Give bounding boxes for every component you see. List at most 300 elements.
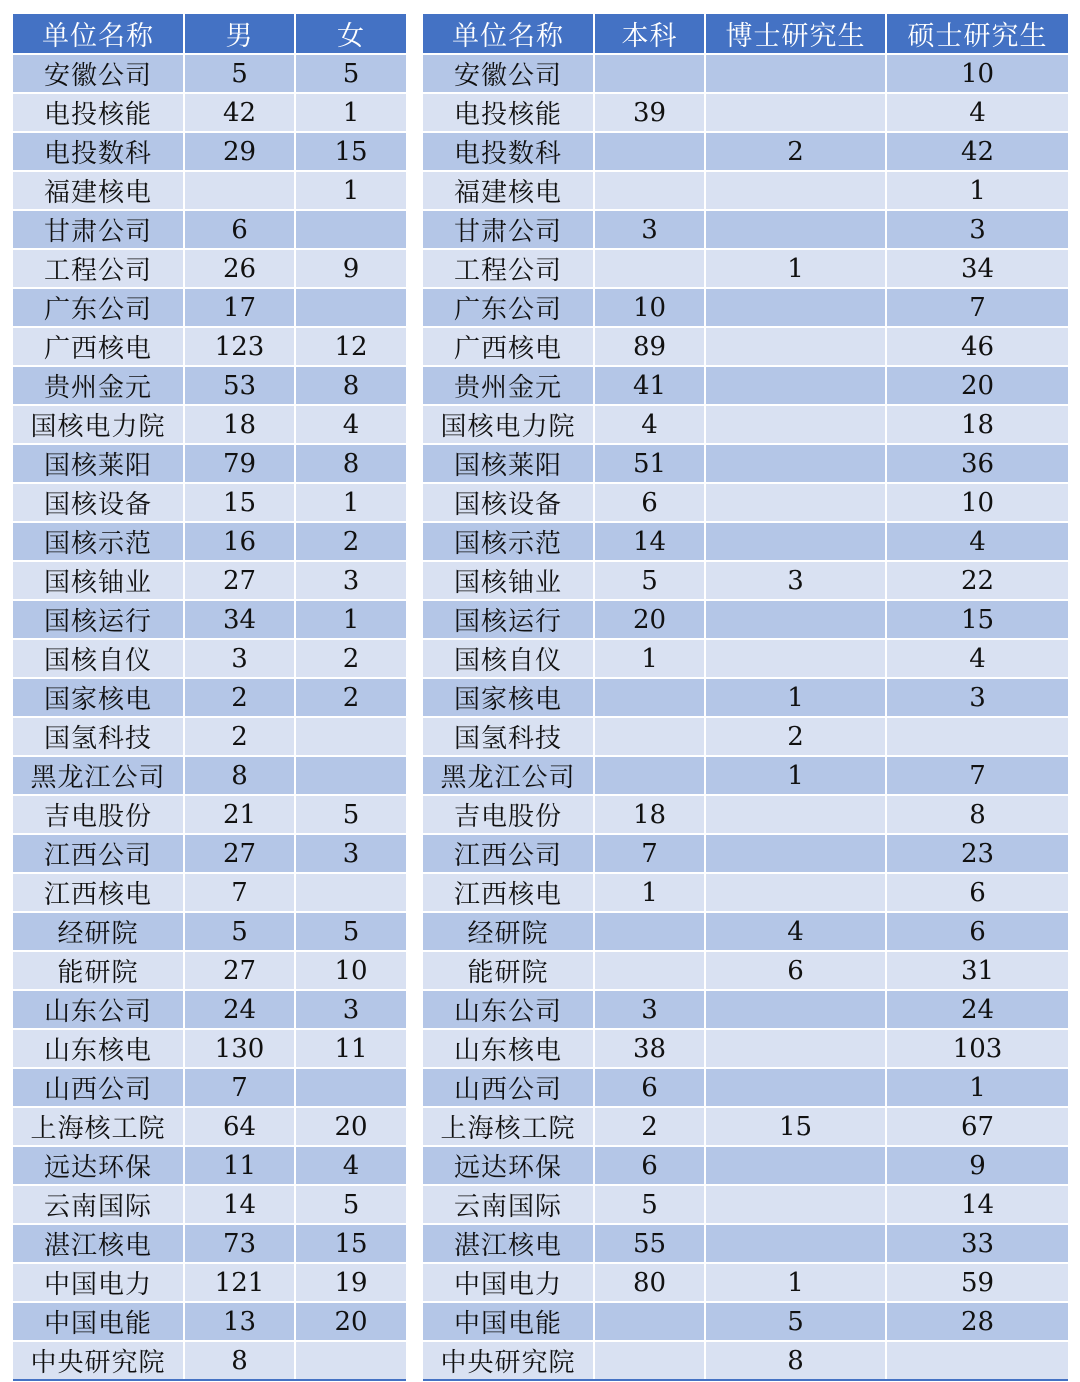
- value-cell: [594, 171, 705, 210]
- table-row: [13, 405, 406, 444]
- value-cell: 8: [886, 795, 1068, 834]
- table-row: [13, 171, 406, 210]
- table-row: [13, 717, 406, 756]
- unit-name-cell: 湛江核电: [13, 1224, 184, 1263]
- value-cell: 29: [184, 132, 295, 171]
- value-cell: 39: [594, 93, 705, 132]
- value-cell: 20: [295, 1107, 406, 1146]
- unit-name-cell: 江西核电: [423, 873, 594, 912]
- value-cell: 3: [295, 990, 406, 1029]
- table-row: [423, 1224, 1068, 1263]
- value-cell: 8: [295, 366, 406, 405]
- value-cell: [295, 717, 406, 756]
- value-cell: 27: [184, 561, 295, 600]
- table-row: [13, 366, 406, 405]
- table-row: [13, 990, 406, 1029]
- value-cell: [295, 1341, 406, 1380]
- unit-name-cell: 江西核电: [13, 873, 184, 912]
- value-cell: [705, 483, 886, 522]
- value-cell: [705, 795, 886, 834]
- value-cell: [705, 327, 886, 366]
- value-cell: [705, 1185, 886, 1224]
- table-row: [13, 132, 406, 171]
- unit-name-cell: 中国电力: [13, 1263, 184, 1302]
- value-cell: 53: [184, 366, 295, 405]
- value-cell: 17: [184, 288, 295, 327]
- value-cell: 34: [886, 249, 1068, 288]
- value-cell: 31: [886, 951, 1068, 990]
- value-cell: 14: [184, 1185, 295, 1224]
- table-row: [423, 93, 1068, 132]
- value-cell: 1: [705, 249, 886, 288]
- value-cell: 51: [594, 444, 705, 483]
- value-cell: [705, 444, 886, 483]
- unit-name-cell: 山东公司: [13, 990, 184, 1029]
- value-cell: 5: [295, 912, 406, 951]
- table-row: [13, 1107, 406, 1146]
- value-cell: 4: [886, 639, 1068, 678]
- table-row: [13, 1029, 406, 1068]
- value-cell: 11: [295, 1029, 406, 1068]
- table-row: [13, 678, 406, 717]
- table-row: [13, 1263, 406, 1302]
- table-row: [13, 54, 406, 93]
- value-cell: 14: [594, 522, 705, 561]
- value-cell: 2: [705, 132, 886, 171]
- unit-name-cell: 广东公司: [423, 288, 594, 327]
- value-cell: [594, 951, 705, 990]
- table-row: [423, 522, 1068, 561]
- value-cell: 7: [184, 1068, 295, 1107]
- table-row: [13, 951, 406, 990]
- value-cell: [705, 639, 886, 678]
- table-row: [423, 912, 1068, 951]
- value-cell: 2: [594, 1107, 705, 1146]
- column-header: 硕士研究生: [886, 14, 1068, 54]
- value-cell: 2: [295, 522, 406, 561]
- table-row: [423, 288, 1068, 327]
- value-cell: 42: [886, 132, 1068, 171]
- value-cell: 18: [594, 795, 705, 834]
- table-row: [13, 834, 406, 873]
- unit-name-cell: 电投核能: [13, 93, 184, 132]
- table-row: [13, 912, 406, 951]
- unit-name-cell: 江西公司: [423, 834, 594, 873]
- value-cell: 7: [184, 873, 295, 912]
- value-cell: 3: [295, 561, 406, 600]
- table-row: [423, 834, 1068, 873]
- degree-table: [423, 14, 1068, 1381]
- value-cell: 2: [295, 639, 406, 678]
- table-row: [423, 1341, 1068, 1380]
- value-cell: 3: [886, 678, 1068, 717]
- value-cell: 6: [705, 951, 886, 990]
- value-cell: 121: [184, 1263, 295, 1302]
- value-cell: 4: [295, 405, 406, 444]
- unit-name-cell: 国家核电: [13, 678, 184, 717]
- unit-name-cell: 国核铀业: [13, 561, 184, 600]
- unit-name-cell: 山东核电: [423, 1029, 594, 1068]
- value-cell: 15: [295, 1224, 406, 1263]
- value-cell: 8: [184, 756, 295, 795]
- gender-table-header: [13, 14, 406, 54]
- value-cell: 123: [184, 327, 295, 366]
- value-cell: [594, 717, 705, 756]
- table-row: [423, 639, 1068, 678]
- unit-name-cell: 山东公司: [423, 990, 594, 1029]
- unit-name-cell: 广西核电: [423, 327, 594, 366]
- value-cell: 27: [184, 951, 295, 990]
- value-cell: 5: [184, 54, 295, 93]
- table-row: [13, 483, 406, 522]
- value-cell: 20: [886, 366, 1068, 405]
- unit-name-cell: 国核设备: [13, 483, 184, 522]
- value-cell: 14: [886, 1185, 1068, 1224]
- table-row: [423, 366, 1068, 405]
- column-header: 博士研究生: [705, 14, 886, 54]
- table-row: [423, 1185, 1068, 1224]
- value-cell: [705, 1146, 886, 1185]
- value-cell: 5: [594, 1185, 705, 1224]
- value-cell: [295, 756, 406, 795]
- value-cell: 6: [886, 912, 1068, 951]
- value-cell: 6: [594, 483, 705, 522]
- unit-name-cell: 国核电力院: [13, 405, 184, 444]
- unit-name-cell: 安徽公司: [13, 54, 184, 93]
- table-row: [423, 1302, 1068, 1341]
- value-cell: 10: [594, 288, 705, 327]
- table-row: [13, 1068, 406, 1107]
- value-cell: 7: [594, 834, 705, 873]
- table-row: [423, 210, 1068, 249]
- unit-name-cell: 国氢科技: [423, 717, 594, 756]
- value-cell: 9: [886, 1146, 1068, 1185]
- value-cell: [705, 1224, 886, 1263]
- value-cell: [594, 912, 705, 951]
- value-cell: [705, 600, 886, 639]
- value-cell: 55: [594, 1224, 705, 1263]
- table-row: [423, 132, 1068, 171]
- unit-name-cell: 国核示范: [13, 522, 184, 561]
- value-cell: 16: [184, 522, 295, 561]
- value-cell: 73: [184, 1224, 295, 1263]
- unit-name-cell: 电投核能: [423, 93, 594, 132]
- value-cell: [594, 1302, 705, 1341]
- unit-name-cell: 吉电股份: [423, 795, 594, 834]
- value-cell: 26: [184, 249, 295, 288]
- table-row: [423, 1146, 1068, 1185]
- unit-name-cell: 贵州金元: [423, 366, 594, 405]
- value-cell: 38: [594, 1029, 705, 1068]
- unit-name-cell: 国核电力院: [423, 405, 594, 444]
- value-cell: 79: [184, 444, 295, 483]
- unit-name-cell: 中央研究院: [423, 1341, 594, 1380]
- unit-name-cell: 山西公司: [423, 1068, 594, 1107]
- unit-name-cell: 国核自仪: [13, 639, 184, 678]
- unit-name-cell: 广西核电: [13, 327, 184, 366]
- value-cell: 1: [295, 171, 406, 210]
- value-cell: [705, 171, 886, 210]
- unit-name-cell: 经研院: [423, 912, 594, 951]
- unit-name-cell: 远达环保: [423, 1146, 594, 1185]
- value-cell: 5: [295, 1185, 406, 1224]
- value-cell: 41: [594, 366, 705, 405]
- table-row: [423, 327, 1068, 366]
- value-cell: 19: [295, 1263, 406, 1302]
- column-header: 女: [295, 14, 406, 54]
- value-cell: 67: [886, 1107, 1068, 1146]
- value-cell: 6: [594, 1146, 705, 1185]
- unit-name-cell: 甘肃公司: [423, 210, 594, 249]
- table-row: [423, 1107, 1068, 1146]
- table-row: [423, 483, 1068, 522]
- table-row: [423, 1263, 1068, 1302]
- value-cell: 13: [184, 1302, 295, 1341]
- value-cell: 103: [886, 1029, 1068, 1068]
- value-cell: [594, 756, 705, 795]
- value-cell: 42: [184, 93, 295, 132]
- table-row: [423, 717, 1068, 756]
- value-cell: [594, 249, 705, 288]
- value-cell: 3: [594, 990, 705, 1029]
- table-row: [423, 1029, 1068, 1068]
- value-cell: 10: [886, 54, 1068, 93]
- unit-name-cell: 甘肃公司: [13, 210, 184, 249]
- table-row: [423, 561, 1068, 600]
- value-cell: 5: [295, 54, 406, 93]
- table-row: [423, 795, 1068, 834]
- table-row: [13, 327, 406, 366]
- unit-name-cell: 工程公司: [13, 249, 184, 288]
- table-row: [13, 288, 406, 327]
- value-cell: 1: [886, 171, 1068, 210]
- unit-name-cell: 国核运行: [423, 600, 594, 639]
- value-cell: [705, 210, 886, 249]
- value-cell: 27: [184, 834, 295, 873]
- table-row: [423, 600, 1068, 639]
- unit-name-cell: 国核莱阳: [423, 444, 594, 483]
- value-cell: [705, 405, 886, 444]
- value-cell: 21: [184, 795, 295, 834]
- table-row: [13, 210, 406, 249]
- value-cell: 28: [886, 1302, 1068, 1341]
- value-cell: 3: [705, 561, 886, 600]
- table-row: [13, 600, 406, 639]
- table-row: [13, 522, 406, 561]
- value-cell: 20: [295, 1302, 406, 1341]
- value-cell: [705, 1068, 886, 1107]
- value-cell: 8: [184, 1341, 295, 1380]
- table-row: [13, 756, 406, 795]
- value-cell: 1: [295, 483, 406, 522]
- unit-name-cell: 安徽公司: [423, 54, 594, 93]
- table-row: [423, 990, 1068, 1029]
- gender-table: [13, 14, 406, 1381]
- value-cell: 24: [184, 990, 295, 1029]
- value-cell: 3: [886, 210, 1068, 249]
- value-cell: 22: [886, 561, 1068, 600]
- unit-name-cell: 电投数科: [423, 132, 594, 171]
- unit-name-cell: 国核示范: [423, 522, 594, 561]
- value-cell: 15: [184, 483, 295, 522]
- value-cell: 3: [295, 834, 406, 873]
- unit-name-cell: 山西公司: [13, 1068, 184, 1107]
- value-cell: [594, 54, 705, 93]
- value-cell: 1: [705, 756, 886, 795]
- unit-name-cell: 中国电力: [423, 1263, 594, 1302]
- value-cell: [886, 717, 1068, 756]
- value-cell: [705, 288, 886, 327]
- table-row: [13, 1302, 406, 1341]
- unit-name-cell: 能研院: [13, 951, 184, 990]
- unit-name-cell: 江西公司: [13, 834, 184, 873]
- unit-name-cell: 上海核工院: [423, 1107, 594, 1146]
- value-cell: [705, 1029, 886, 1068]
- value-cell: 6: [886, 873, 1068, 912]
- table-row: [13, 93, 406, 132]
- value-cell: [295, 1068, 406, 1107]
- value-cell: 34: [184, 600, 295, 639]
- value-cell: 4: [886, 93, 1068, 132]
- value-cell: 18: [184, 405, 295, 444]
- unit-name-cell: 电投数科: [13, 132, 184, 171]
- value-cell: 36: [886, 444, 1068, 483]
- value-cell: 5: [184, 912, 295, 951]
- value-cell: [184, 171, 295, 210]
- value-cell: 6: [184, 210, 295, 249]
- unit-name-cell: 云南国际: [423, 1185, 594, 1224]
- value-cell: 4: [886, 522, 1068, 561]
- value-cell: 18: [886, 405, 1068, 444]
- value-cell: 64: [184, 1107, 295, 1146]
- table-row: [423, 756, 1068, 795]
- table-row: [13, 1185, 406, 1224]
- value-cell: 8: [295, 444, 406, 483]
- unit-name-cell: 上海核工院: [13, 1107, 184, 1146]
- unit-name-cell: 中央研究院: [13, 1341, 184, 1380]
- value-cell: 1: [295, 600, 406, 639]
- value-cell: 89: [594, 327, 705, 366]
- unit-name-cell: 中国电能: [13, 1302, 184, 1341]
- unit-name-cell: 黑龙江公司: [423, 756, 594, 795]
- unit-name-cell: 吉电股份: [13, 795, 184, 834]
- unit-name-cell: 山东核电: [13, 1029, 184, 1068]
- table-row: [423, 249, 1068, 288]
- header-row: [423, 14, 1068, 54]
- value-cell: [886, 1341, 1068, 1380]
- table-row: [423, 171, 1068, 210]
- table-row: [13, 1224, 406, 1263]
- value-cell: 1: [886, 1068, 1068, 1107]
- value-cell: 12: [295, 327, 406, 366]
- unit-name-cell: 能研院: [423, 951, 594, 990]
- table-row: [423, 873, 1068, 912]
- unit-name-cell: 国核运行: [13, 600, 184, 639]
- value-cell: [594, 1341, 705, 1380]
- table-row: [423, 54, 1068, 93]
- value-cell: [705, 873, 886, 912]
- header-row: [13, 14, 406, 54]
- value-cell: 59: [886, 1263, 1068, 1302]
- value-cell: 8: [705, 1341, 886, 1380]
- value-cell: 15: [886, 600, 1068, 639]
- unit-name-cell: 国家核电: [423, 678, 594, 717]
- value-cell: 46: [886, 327, 1068, 366]
- value-cell: [705, 54, 886, 93]
- value-cell: 2: [184, 717, 295, 756]
- value-cell: [705, 834, 886, 873]
- table-row: [13, 873, 406, 912]
- value-cell: 5: [705, 1302, 886, 1341]
- value-cell: 80: [594, 1263, 705, 1302]
- value-cell: 3: [594, 210, 705, 249]
- table-row: [13, 561, 406, 600]
- value-cell: [295, 873, 406, 912]
- value-cell: 5: [295, 795, 406, 834]
- value-cell: 1: [594, 873, 705, 912]
- value-cell: [705, 990, 886, 1029]
- unit-name-cell: 福建核电: [13, 171, 184, 210]
- table-row: [13, 1341, 406, 1380]
- gender-table-body: [13, 54, 406, 1380]
- table-row: [423, 1068, 1068, 1107]
- value-cell: [705, 93, 886, 132]
- value-cell: 7: [886, 756, 1068, 795]
- value-cell: [705, 522, 886, 561]
- value-cell: 4: [295, 1146, 406, 1185]
- column-header: 本科: [594, 14, 705, 54]
- unit-name-cell: 国核铀业: [423, 561, 594, 600]
- table-row: [13, 444, 406, 483]
- value-cell: 9: [295, 249, 406, 288]
- unit-name-cell: 工程公司: [423, 249, 594, 288]
- table-row: [423, 951, 1068, 990]
- unit-name-cell: 国核莱阳: [13, 444, 184, 483]
- value-cell: 4: [705, 912, 886, 951]
- value-cell: 11: [184, 1146, 295, 1185]
- value-cell: 3: [184, 639, 295, 678]
- value-cell: 2: [705, 717, 886, 756]
- unit-name-cell: 经研院: [13, 912, 184, 951]
- table-row: [423, 444, 1068, 483]
- value-cell: 130: [184, 1029, 295, 1068]
- value-cell: [594, 132, 705, 171]
- value-cell: 33: [886, 1224, 1068, 1263]
- unit-name-cell: 黑龙江公司: [13, 756, 184, 795]
- unit-name-cell: 远达环保: [13, 1146, 184, 1185]
- value-cell: 20: [594, 600, 705, 639]
- value-cell: 2: [184, 678, 295, 717]
- degree-table-body: [423, 54, 1068, 1380]
- value-cell: 7: [886, 288, 1068, 327]
- column-header: 男: [184, 14, 295, 54]
- value-cell: [594, 678, 705, 717]
- value-cell: 1: [705, 678, 886, 717]
- value-cell: 4: [594, 405, 705, 444]
- value-cell: 10: [886, 483, 1068, 522]
- degree-table-header: [423, 14, 1068, 54]
- table-row: [423, 678, 1068, 717]
- column-header: 单位名称: [13, 14, 184, 54]
- table-row: [13, 1146, 406, 1185]
- value-cell: 24: [886, 990, 1068, 1029]
- unit-name-cell: 云南国际: [13, 1185, 184, 1224]
- unit-name-cell: 贵州金元: [13, 366, 184, 405]
- value-cell: [295, 288, 406, 327]
- value-cell: 1: [594, 639, 705, 678]
- table-row: [423, 405, 1068, 444]
- value-cell: 15: [705, 1107, 886, 1146]
